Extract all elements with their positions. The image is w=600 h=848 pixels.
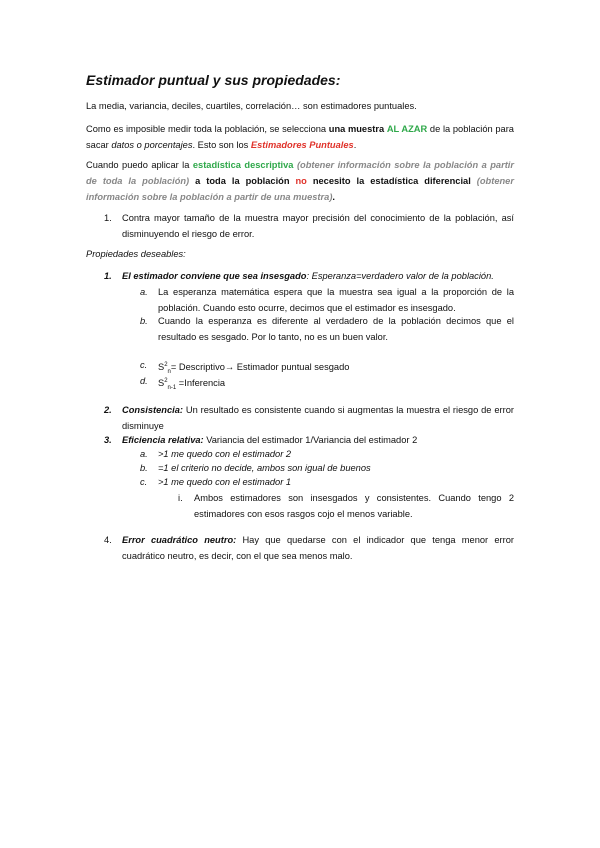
list-marker: d. (140, 376, 148, 386)
descriptiva-highlight: estadística descriptiva (192, 160, 294, 170)
paragraph-muestra: Como es imposible medir toda la población, se selecciona una muestra AL AZAR de la población para sacar datos o porcentajes. Esto son los Estimadores Puntuales. (86, 124, 514, 150)
no-highlight: no (295, 176, 307, 186)
list-marker: 2. (104, 405, 112, 415)
property-consistencia: Consistencia: Un resultado es consistente cuando si augmentas la muestra el riesgo de error disminuye (122, 405, 514, 431)
list-marker: b. (140, 316, 148, 326)
list-marker: a. (140, 287, 148, 297)
list-marker: a. (140, 449, 148, 459)
list-marker: c. (140, 360, 148, 370)
page-title: Estimador puntual y sus propiedades: (86, 72, 341, 88)
list-marker: 3. (104, 435, 112, 445)
list-marker: c. (140, 477, 148, 487)
list-marker: 4. (104, 535, 112, 545)
estimadores-puntuales-highlight: Estimadores Puntuales (250, 140, 354, 150)
list-marker: 1. (104, 271, 112, 281)
sub-item-esperanza: La esperanza matemática espera que la muestra sea igual a la proporción de la población. Cuando esto ocurre, decimos que el estimador es insesgado. (158, 287, 514, 313)
property-insesgado: El estimador conviene que sea insesgado: Esperanza=verdadero valor de la población. (122, 271, 494, 281)
sub-item-inferencia: $S^2_{n-1}$ =Inferencia (158, 378, 226, 391)
list-marker: 1. (104, 213, 112, 223)
list-item-tamano: Contra mayor tamaño de la muestra mayor precisión del conocimiento de la población, así disminuyendo el riesgo de error. (122, 213, 514, 239)
propiedades-label: Propiedades deseables: (86, 249, 186, 259)
paragraph-estadistica: Cuando puedo aplicar la estadística descriptiva (obtener información sobre la población a partir de toda la población) a toda la población no necesito la estadística diferencial (obtener información sobre la población a partir de una muestra). (86, 160, 514, 202)
paragraph-intro: La media, variancia, deciles, cuartiles, correlación… son estimadores puntuales. (86, 101, 417, 111)
sub-item-descriptivo: $S^2_n=$ Descriptivo→ Estimador puntual sesgado (158, 362, 350, 375)
sub-item-igual: =1 el criterio no decide, ambos son igual de buenos (158, 463, 371, 473)
sub-item-sesgado: Cuando la esperanza es diferente al verdadero de la población decimos que el resultado es sesgado. Por lo tanto, no es un buen valor. (158, 316, 514, 342)
sub-item-estimador-2: >1 me quedo con el estimador 2 (158, 449, 292, 459)
list-marker: b. (140, 463, 148, 473)
sub-sub-item-insesgados: Ambos estimadores son insesgados y consistentes. Cuando tengo 2 estimadores con esos rasgos cojo el menos variable. (194, 493, 514, 519)
list-marker: i. (178, 493, 183, 503)
al-azar-highlight: AL AZAR (386, 124, 428, 134)
property-error-cuadratico: Error cuadrático neutro: Hay que quedarse con el indicador que tenga menor error cuadrático neutro, es decir, con el que sea menos malo. (122, 535, 514, 561)
property-eficiencia: Eficiencia relativa: Variancia del estimador 1/Variancia del estimador 2 (122, 435, 418, 445)
sub-item-estimador-1: >1 me quedo con el estimador 1 (158, 477, 292, 487)
